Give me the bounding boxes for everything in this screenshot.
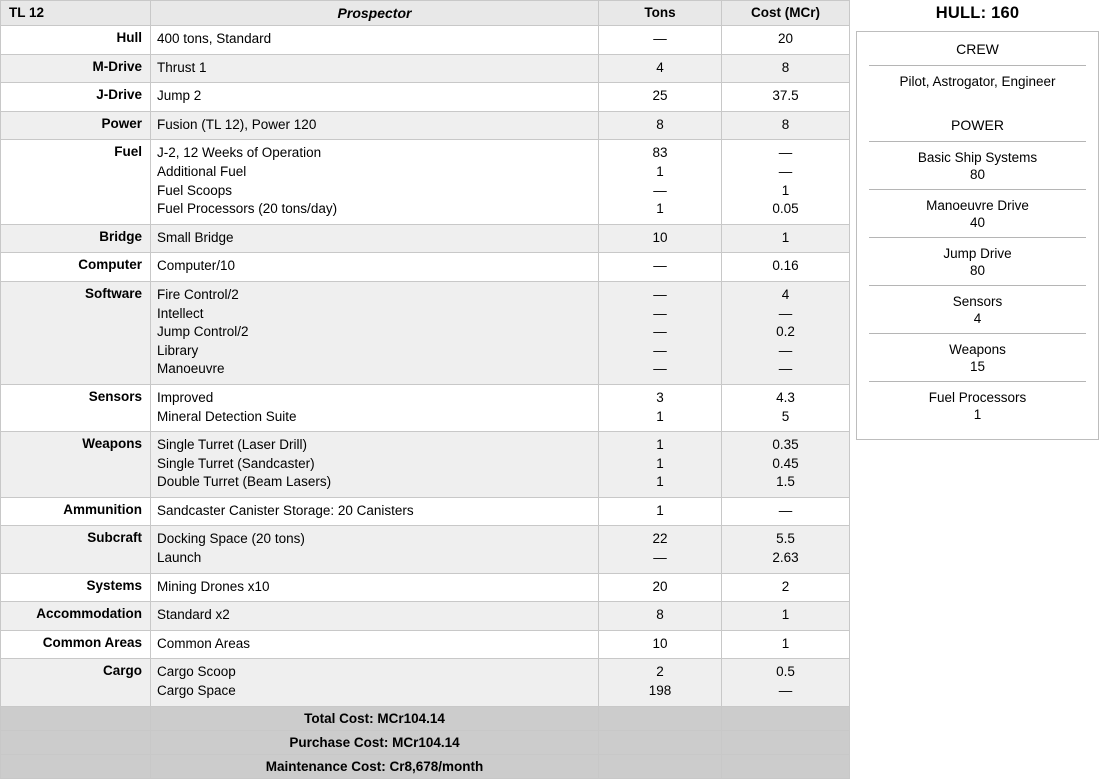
total-row-spacer	[1, 754, 151, 778]
row-tons	[599, 526, 722, 573]
row-description-line: Single Turret (Sandcaster)	[157, 455, 315, 471]
row-cost-line: 8	[781, 59, 790, 75]
row-description-line: Jump Control/2	[157, 324, 249, 340]
power-entry-name: Sensors	[952, 294, 1003, 309]
row-category: Systems	[1, 573, 151, 602]
row-tons-line: —	[653, 182, 667, 198]
row-description-line: Intellect	[157, 305, 204, 321]
row-description-line: Fusion (TL 12), Power 120	[157, 116, 317, 132]
row-description-line: Computer/10	[157, 258, 236, 274]
row-tons-line: 4	[656, 59, 664, 75]
row-cost-line: 0.35	[772, 437, 799, 453]
total-row	[1, 754, 850, 778]
row-category: Hull	[1, 26, 151, 55]
row-description-line: Cargo Space	[157, 683, 236, 699]
power-entry-value: 40	[969, 215, 986, 230]
row-description-line: Jump 2	[157, 88, 202, 104]
row-category: Subcraft	[1, 526, 151, 573]
table-row	[1, 573, 850, 602]
table-row	[1, 83, 850, 112]
row-category: Sensors	[1, 384, 151, 431]
row-cost-line: —	[778, 361, 793, 377]
power-entry-value: 4	[973, 311, 982, 326]
power-entry	[865, 190, 1090, 237]
row-description-line: Small Bridge	[157, 229, 234, 245]
row-tons-line: 10	[652, 229, 668, 245]
row-cost-line: 0.5	[776, 664, 795, 680]
row-description	[151, 384, 599, 431]
panel-box	[856, 31, 1099, 440]
row-tons-line: 1	[656, 201, 664, 217]
power-entry	[865, 382, 1090, 429]
total-row-spacer	[599, 730, 722, 754]
row-cost	[722, 140, 850, 224]
row-cost	[722, 659, 850, 706]
total-row-spacer	[599, 754, 722, 778]
row-description	[151, 54, 599, 83]
row-description-line: Additional Fuel	[157, 163, 247, 179]
row-tons	[599, 602, 722, 631]
power-entry	[865, 286, 1090, 333]
row-cost-line: 0.16	[772, 258, 799, 274]
total-row-spacer	[1, 706, 151, 730]
row-tons	[599, 432, 722, 498]
row-category: Accommodation	[1, 602, 151, 631]
power-entry-name: Jump Drive	[943, 246, 1012, 261]
total-row	[1, 706, 850, 730]
row-cost-line: 0.05	[772, 201, 799, 217]
power-heading: POWER	[951, 117, 1004, 133]
row-cost	[722, 281, 850, 384]
row-description-line: Launch	[157, 550, 202, 566]
row-tons	[599, 573, 722, 602]
total-row-label: Total Cost: MCr104.14	[151, 706, 599, 730]
row-tons-line: 10	[652, 635, 668, 651]
row-tons	[599, 384, 722, 431]
row-tons-line: —	[653, 31, 667, 46]
row-tons-line: 1	[656, 437, 664, 453]
power-entry	[865, 238, 1090, 285]
row-tons	[599, 224, 722, 253]
row-cost-line: 8	[781, 116, 790, 132]
row-cost	[722, 630, 850, 659]
row-description-line: Mining Drones x10	[157, 578, 270, 594]
row-description-line: Manoeuvre	[157, 361, 225, 377]
total-row-spacer	[722, 706, 850, 730]
row-description	[151, 573, 599, 602]
crew-heading: CREW	[956, 41, 999, 57]
row-tons	[599, 83, 722, 112]
row-cost-line: —	[778, 163, 793, 179]
row-category: Bridge	[1, 224, 151, 253]
row-tons	[599, 630, 722, 659]
row-cost-line: 1.5	[776, 474, 795, 490]
row-description-line: Single Turret (Laser Drill)	[157, 437, 308, 453]
row-category: Cargo	[1, 659, 151, 706]
table-row	[1, 281, 850, 384]
row-cost-line: 0.2	[776, 324, 795, 340]
power-entry-value: 80	[969, 263, 986, 278]
row-description-line: Common Areas	[157, 635, 251, 651]
power-entry-name: Manoeuvre Drive	[926, 198, 1029, 213]
row-description-line: Fuel Scoops	[157, 182, 233, 198]
row-cost-line: —	[778, 502, 793, 518]
row-description-line: Double Turret (Beam Lasers)	[157, 474, 332, 490]
row-cost-line: 1	[781, 182, 790, 198]
side-panel	[856, 0, 1099, 440]
row-cost-line: 37.5	[772, 88, 799, 104]
row-category: Power	[1, 111, 151, 140]
table-row	[1, 432, 850, 498]
row-cost	[722, 497, 850, 526]
header-tons: Tons	[599, 1, 722, 26]
header-tl: TL 12	[1, 1, 151, 26]
table-row	[1, 630, 850, 659]
crew-list	[865, 66, 1090, 96]
row-cost-line: 5	[781, 408, 790, 424]
row-tons-line: 1	[656, 455, 664, 471]
row-description-line: Standard x2	[157, 607, 230, 623]
row-tons-line: 25	[652, 88, 668, 104]
table-row	[1, 497, 850, 526]
row-cost	[722, 384, 850, 431]
row-tons-line: 1	[656, 408, 664, 424]
row-tons-line: —	[653, 342, 667, 358]
row-description	[151, 140, 599, 224]
row-tons-line: 198	[648, 683, 672, 699]
table-row	[1, 140, 850, 224]
row-description	[151, 602, 599, 631]
power-entry	[865, 334, 1090, 381]
hull-title: HULL: 160	[935, 4, 1020, 22]
row-cost	[722, 54, 850, 83]
row-description	[151, 526, 599, 573]
total-row-label: Maintenance Cost: Cr8,678/month	[151, 754, 599, 778]
panel-spacer	[865, 96, 1090, 108]
row-cost-line: —	[778, 305, 793, 321]
row-description	[151, 281, 599, 384]
row-tons-line: 1	[656, 502, 664, 518]
row-description	[151, 111, 599, 140]
row-cost-line: 1	[781, 229, 790, 245]
row-cost	[722, 602, 850, 631]
total-row	[1, 730, 850, 754]
row-tons	[599, 281, 722, 384]
row-description-line: Fuel Processors (20 tons/day)	[157, 201, 338, 217]
row-description	[151, 630, 599, 659]
row-cost-line: 1	[781, 635, 790, 651]
row-tons-line: 20	[652, 578, 668, 594]
row-description-line: Fire Control/2	[157, 286, 239, 302]
total-row-label: Purchase Cost: MCr104.14	[151, 730, 599, 754]
header-cost: Cost (MCr)	[722, 1, 850, 26]
table-row	[1, 253, 850, 282]
row-description	[151, 497, 599, 526]
row-description-line: Improved	[157, 389, 214, 405]
row-category: Computer	[1, 253, 151, 282]
row-tons	[599, 111, 722, 140]
row-cost	[722, 224, 850, 253]
row-tons	[599, 253, 722, 282]
row-tons-line: 8	[656, 116, 664, 132]
row-cost	[722, 83, 850, 112]
table-body	[1, 26, 850, 779]
power-entry-name: Basic Ship Systems	[917, 150, 1038, 165]
row-cost	[722, 432, 850, 498]
row-tons-line: —	[653, 258, 667, 274]
row-cost-line: 4	[781, 286, 790, 302]
power-entry-value: 80	[969, 167, 986, 182]
table-row	[1, 659, 850, 706]
total-row-spacer	[722, 754, 850, 778]
row-category: Common Areas	[1, 630, 151, 659]
power-entry	[865, 142, 1090, 189]
total-row-spacer	[722, 730, 850, 754]
row-description	[151, 26, 599, 55]
row-description-line: Mineral Detection Suite	[157, 408, 297, 424]
row-cost-line: —	[778, 683, 793, 699]
row-cost	[722, 111, 850, 140]
row-tons-line: 1	[656, 163, 664, 179]
row-cost	[722, 526, 850, 573]
total-row-spacer	[1, 730, 151, 754]
row-category: J-Drive	[1, 83, 151, 112]
header-ship-name: Prospector	[151, 1, 599, 26]
crew-list-value: Pilot, Astrogator, Engineer	[899, 74, 1056, 89]
row-tons-line: 2	[656, 664, 664, 680]
power-entry-value: 15	[969, 359, 986, 374]
table-row	[1, 111, 850, 140]
row-cost-line: —	[778, 342, 793, 358]
table-header	[1, 1, 850, 26]
row-tons-line: 1	[656, 474, 664, 490]
row-category: M-Drive	[1, 54, 151, 83]
row-description-line: J-2, 12 Weeks of Operation	[157, 145, 322, 161]
row-description-line: Thrust 1	[157, 59, 207, 75]
row-tons-line: 22	[652, 531, 668, 547]
power-entry-name: Fuel Processors	[928, 390, 1027, 405]
table-row	[1, 224, 850, 253]
row-tons-line: 83	[652, 145, 668, 161]
table-row	[1, 384, 850, 431]
table-row	[1, 26, 850, 55]
row-tons-line: —	[653, 324, 667, 340]
row-description-line: Library	[157, 342, 199, 358]
row-tons-line: —	[653, 361, 667, 377]
table-row	[1, 526, 850, 573]
row-cost-line: 2	[781, 578, 790, 594]
row-tons-line: 3	[656, 389, 664, 405]
table-row	[1, 602, 850, 631]
row-cost-line: 20	[777, 31, 794, 46]
row-cost-line: 1	[781, 607, 790, 623]
row-cost	[722, 26, 850, 55]
power-entry-value: 1	[973, 407, 982, 422]
row-description	[151, 83, 599, 112]
row-description	[151, 224, 599, 253]
row-category: Weapons	[1, 432, 151, 498]
row-tons-line: —	[653, 286, 667, 302]
row-tons-line: —	[653, 305, 667, 321]
row-cost-line: 2.63	[772, 550, 799, 566]
row-description-line: Cargo Scoop	[157, 664, 236, 680]
row-tons	[599, 140, 722, 224]
row-tons	[599, 54, 722, 83]
row-cost-line: 4.3	[776, 389, 795, 405]
row-cost	[722, 573, 850, 602]
row-tons	[599, 497, 722, 526]
row-cost-line: 5.5	[776, 531, 795, 547]
row-category: Software	[1, 281, 151, 384]
row-category: Ammunition	[1, 497, 151, 526]
row-category: Fuel	[1, 140, 151, 224]
row-tons-line: 8	[656, 607, 664, 623]
row-cost-line: —	[778, 145, 793, 161]
row-description-line: 400 tons, Standard	[157, 31, 272, 46]
row-tons	[599, 26, 722, 55]
power-entries-list	[865, 142, 1090, 429]
row-cost-line: 0.45	[772, 455, 799, 471]
row-description	[151, 253, 599, 282]
row-description-line: Docking Space (20 tons)	[157, 531, 305, 547]
table-row	[1, 54, 850, 83]
row-description	[151, 432, 599, 498]
row-description	[151, 659, 599, 706]
row-description-line: Sandcaster Canister Storage: 20 Canisters	[157, 502, 414, 518]
row-cost	[722, 253, 850, 282]
row-tons	[599, 659, 722, 706]
row-tons-line: —	[653, 550, 667, 566]
power-entry-name: Weapons	[949, 342, 1006, 357]
total-row-spacer	[599, 706, 722, 730]
